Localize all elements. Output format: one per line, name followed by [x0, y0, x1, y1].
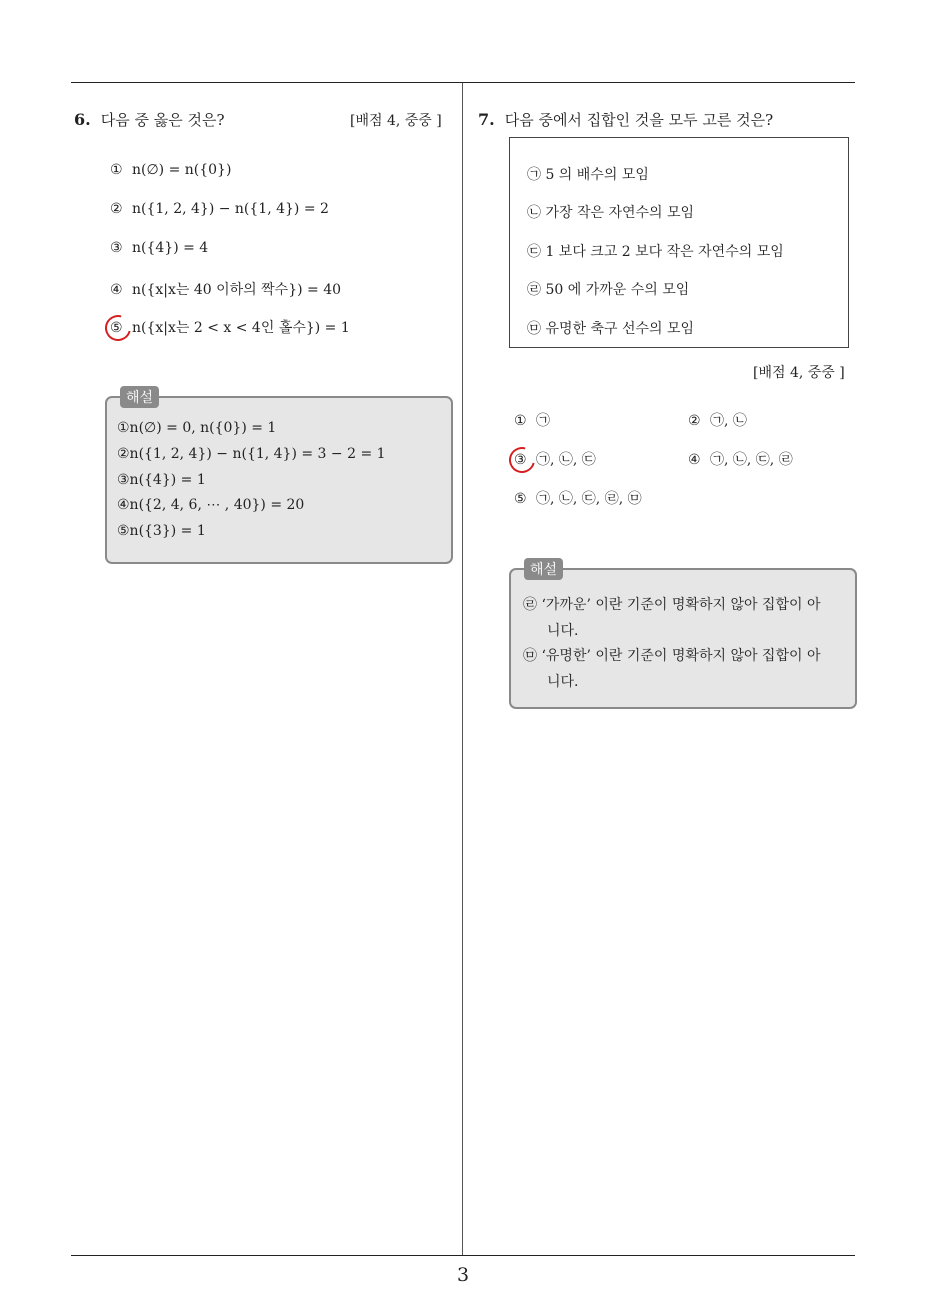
q7-score: [배점 4, 중중 ] [753, 365, 845, 381]
q6-option-4[interactable]: ④ n({x|x는 40 이하의 짝수}) = 40 [110, 282, 342, 298]
q7-solution-label: 해설 [524, 558, 563, 580]
q7-number: 7. [478, 110, 495, 129]
answer-circle-mark [504, 442, 540, 478]
q7-solution-line: ㉣ ‘가까운’ 이란 기준이 명확하지 않아 집합이 아 [523, 597, 821, 613]
q7-solution-line: ㉤ ‘유명한’ 이란 기준이 명확하지 않아 집합이 아 [523, 648, 821, 664]
page-number: 3 [456, 1264, 470, 1286]
q7-option-1[interactable]: ① ㉠ [514, 413, 550, 429]
q7-solution-box [509, 562, 857, 709]
q7-conditions-box [509, 137, 849, 348]
top-rule [71, 82, 855, 83]
q7-box-item: ㉢ 1 보다 크고 2 보다 작은 자연수의 모임 [527, 244, 784, 260]
q6-header [74, 109, 224, 130]
q7-solution-line: 니다. [547, 623, 579, 639]
column-divider [462, 83, 463, 1255]
q6-solution-line: ④n({2, 4, 6, ⋯ , 40}) = 20 [117, 497, 305, 513]
q6-solution-line: ①n(∅) = 0, n({0}) = 1 [117, 420, 277, 436]
q6-solution-label: 해설 [120, 386, 159, 408]
q7-question: 다음 중에서 집합인 것을 모두 고른 것은? [504, 111, 774, 129]
q7-option-4[interactable]: ④ ㉠, ㉡, ㉢, ㉣ [688, 452, 793, 468]
q6-option-5[interactable]: ⑤ n({x|x는 2 < x < 4인 홀수}) = 1 [110, 317, 350, 337]
q6-score: [배점 4, 중중 ] [350, 113, 442, 129]
q7-box-item: ㉣ 50 에 가까운 수의 모임 [527, 282, 690, 298]
q6-solution-box [105, 390, 453, 564]
q6-solution-line: ③n({4}) = 1 [117, 472, 206, 488]
q6-option-3[interactable]: ③ n({4}) = 4 [110, 240, 209, 256]
q6-solution-line: ⑤n({3}) = 1 [117, 523, 206, 539]
q7-solution-line: 니다. [547, 674, 579, 690]
q7-option-3[interactable]: ③ ㉠, ㉡, ㉢ [514, 449, 596, 469]
q7-box-item: ㉡ 가장 작은 자연수의 모임 [527, 205, 695, 221]
q7-header [478, 109, 773, 130]
q6-solution-line: ②n({1, 2, 4}) − n({1, 4}) = 3 − 2 = 1 [117, 446, 386, 462]
q6-question: 다음 중 옳은 것은? [100, 111, 225, 129]
q7-box-item: ㉤ 유명한 축구 선수의 모임 [527, 321, 695, 337]
q7-box-item: ㉠ 5 의 배수의 모임 [527, 167, 649, 183]
q7-option-2[interactable]: ② ㉠, ㉡ [688, 413, 747, 429]
q6-option-2[interactable]: ② n({1, 2, 4}) − n({1, 4}) = 2 [110, 201, 329, 217]
q6-number: 6. [74, 110, 91, 129]
q7-option-5[interactable]: ⑤ ㉠, ㉡, ㉢, ㉣, ㉤ [514, 491, 642, 507]
q6-option-1[interactable]: ① n(∅) = n({0}) [110, 162, 232, 178]
answer-circle-mark [100, 310, 136, 346]
bottom-rule [71, 1255, 855, 1256]
